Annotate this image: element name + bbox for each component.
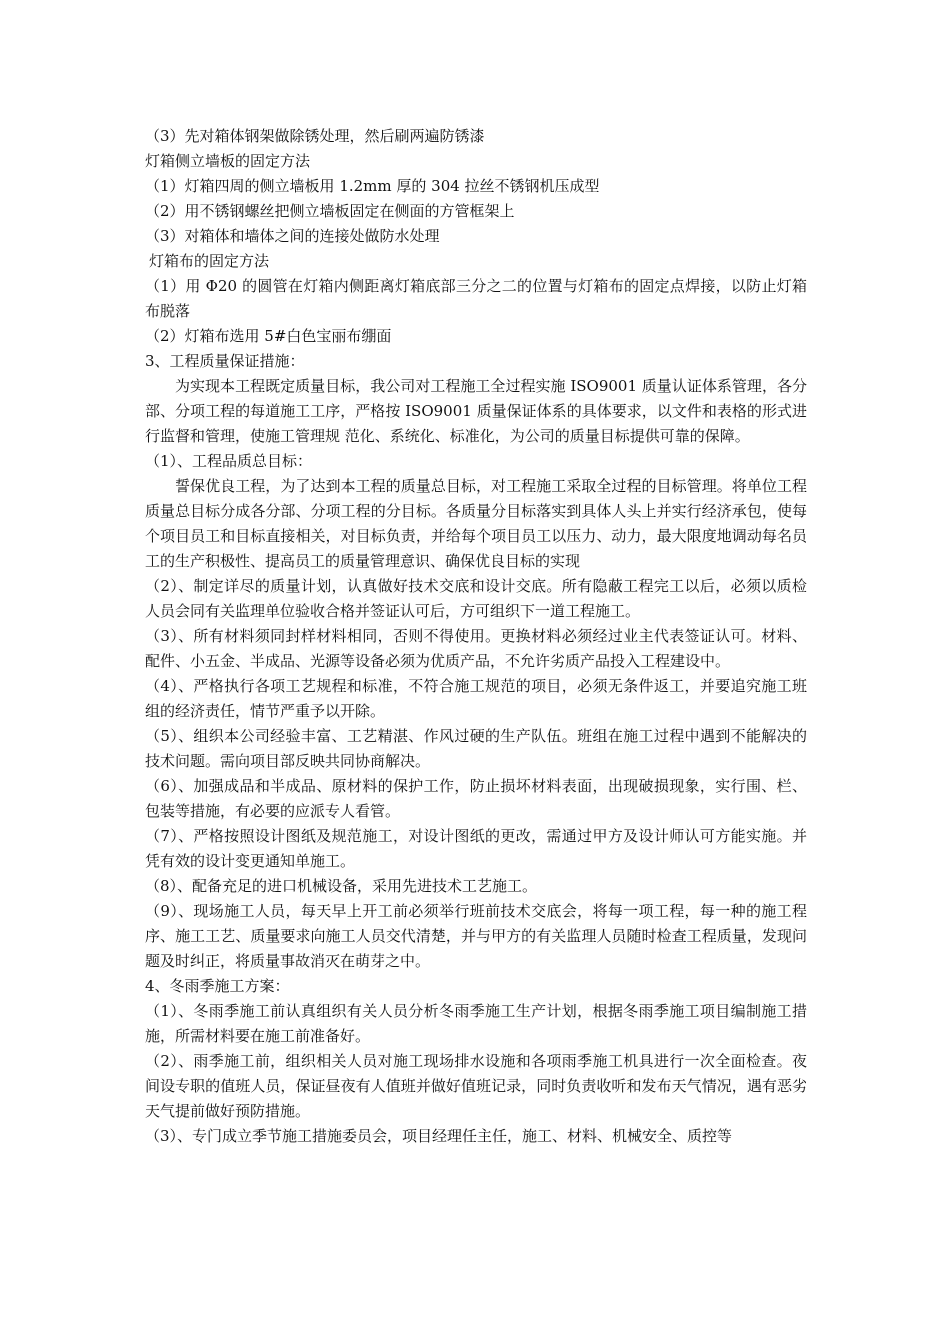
paragraph: （1）用 Φ20 的圆管在灯箱内侧距离灯箱底部三分之二的位置与灯箱布的固定点焊接，以防止灯箱布脱落 xyxy=(145,277,807,320)
paragraph: （2）灯箱布选用 5#白色宝丽布绷面 xyxy=(145,327,392,345)
subsection-heading: （1）、工程品质总目标： xyxy=(145,452,313,470)
paragraph: （3）、所有材料须同封样材料相同，否则不得使用。更换材料必须经过业主代表签证认可。材料、配件、小五金、半成品、光源等设备必须为优质产品，不允许劣质产品投入工程建设中。 xyxy=(145,627,807,670)
section-heading: 4、冬雨季施工方案： xyxy=(145,977,290,995)
paragraph: （3）先对箱体钢架做除锈处理，然后刷两遍防锈漆 xyxy=(145,127,485,145)
paragraph: （1）灯箱四周的侧立墙板用 1.2mm 厚的 304 拉丝不锈钢机压成型 xyxy=(145,177,600,195)
paragraph: （2）用不锈钢螺丝把侧立墙板固定在侧面的方管框架上 xyxy=(145,202,515,220)
paragraph: （9）、现场施工人员，每天早上开工前必须举行班前技术交底会，将每一项工程，每一种的施工程序、施工工艺、质量要求向施工人员交代清楚，并与甲方的有关监理人员随时检查工程质量，发现问题及时纠正，将质量事故消灭在萌芽之中。 xyxy=(145,902,807,970)
paragraph: （3）、专门成立季节施工措施委员会，项目经理任主任，施工、材料、机械安全、质控等 xyxy=(145,1127,733,1145)
paragraph: （7）、严格按照设计图纸及规范施工，对设计图纸的更改，需通过甲方及设计师认可方能实施。并凭有效的设计变更通知单施工。 xyxy=(145,827,807,870)
paragraph: 为实现本工程既定质量目标，我公司对工程施工全过程实施 ISO9001 质量认证体系管理，各分部、分项工程的每道施工工序，严格按 ISO9001 质量保证体系的具体要求，以文件和表格的形式进行监督和管理，使施工管理规 范化、系统化、标准化，为公司的质量目标提供可靠的保障。 xyxy=(145,377,807,445)
section-heading: 灯箱侧立墙板的固定方法 xyxy=(145,152,311,170)
paragraph: （4）、严格执行各项工艺规程和标准，不符合施工规范的项目，必须无条件返工，并要追究施工班组的经济责任，情节严重予以开除。 xyxy=(145,677,807,720)
paragraph: （5）、组织本公司经验丰富、工艺精湛、作风过硬的生产队伍。班组在施工过程中遇到不能解决的技术问题。需向项目部反映共同协商解决。 xyxy=(145,727,807,770)
paragraph: （2）、雨季施工前，组织相关人员对施工现场排水设施和各项雨季施工机具进行一次全面检查。夜间设专职的值班人员，保证昼夜有人值班并做好值班记录，同时负责收听和发布天气情况，遇有恶劣天气提前做好预防措施。 xyxy=(145,1052,807,1120)
section-heading: 灯箱布的固定方法 xyxy=(149,252,270,270)
document-page xyxy=(145,124,807,1149)
section-heading: 3、工程质量保证措施： xyxy=(145,352,305,370)
paragraph: 誓保优良工程，为了达到本工程的质量总目标，对工程施工采取全过程的目标管理。将单位工程质量总目标分成各分部、分项工程的分目标。各质量分目标落实到具体人头上并实行经济承包，使每个项目员工和目标直接相关，对目标负责，并给每个项目员工以压力、动力，最大限度地调动每名员工的生产积极性、提高员工的质量管理意识、确保优良目标的实现 xyxy=(145,477,807,570)
paragraph: （6）、加强成品和半成品、原材料的保护工作，防止损坏材料表面，出现破损现象，实行围、栏、包装等措施，有必要的应派专人看管。 xyxy=(145,777,807,820)
paragraph: （2）、制定详尽的质量计划，认真做好技术交底和设计交底。所有隐蔽工程完工以后，必须以质检人员会同有关监理单位验收合格并签证认可后，方可组织下一道工程施工。 xyxy=(145,577,807,620)
paragraph: （1）、冬雨季施工前认真组织有关人员分析冬雨季施工生产计划，根据冬雨季施工项目编制施工措施，所需材料要在施工前准备好。 xyxy=(145,1002,807,1045)
paragraph: （3）对箱体和墙体之间的连接处做防水处理 xyxy=(145,227,440,245)
paragraph: （8）、配备充足的进口机械设备，采用先进技术工艺施工。 xyxy=(145,877,538,895)
